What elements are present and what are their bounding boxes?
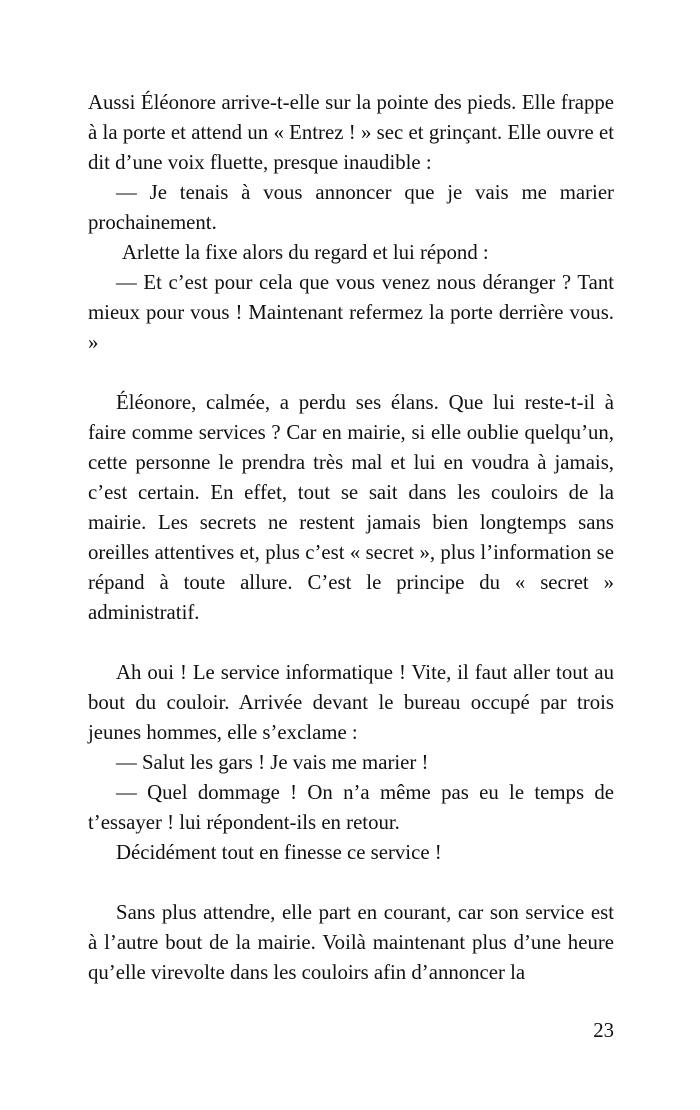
page-number: 23 [593,1019,614,1042]
paragraph-9: Décidément tout en finesse ce service ! [116,841,442,864]
paragraph-2: — Je tenais à vous annoncer que je vais me marier prochainement. [88,181,614,234]
paragraph-6: Ah oui ! Le service informatique ! Vite, il faut aller tout au bout du couloir. Arrivée devant le bureau occupé par trois jeunes hommes, elle s’exclame : [88,661,614,744]
paragraph-1: Aussi Éléonore arrive-t-elle sur la pointe des pieds. Elle frappe à la porte et attend un « Entrez ! » sec et grinçant. Elle ouvre et dit d’une voix fluette, presque inaudible : [88,91,614,174]
paragraph-4: — Et c’est pour cela que vous venez nous déranger ? Tant mieux pour vous ! Maintenant refermez la porte derrière vous. » [88,271,614,354]
body-text [88,88,614,988]
paragraph-8: — Quel dommage ! On n’a même pas eu le temps de t’essayer ! lui répondent-ils en retour. [88,781,614,834]
paragraph-10: Sans plus attendre, elle part en courant, car son service est à l’autre bout de la mairie. Voilà maintenant plus d’une heure qu’elle virevolte dans les couloirs afin d’annoncer la [88,901,614,984]
paragraph-7: — Salut les gars ! Je vais me marier ! [116,751,429,774]
paragraph-5: Éléonore, calmée, a perdu ses élans. Que lui reste-t-il à faire comme services ? Car en mairie, si elle oublie quelqu’un, cette personne le prendra très mal et lui en voudra à jamais, c’est certain. En effet, tout se sait dans les couloirs de la mairie. Les secrets ne restent jamais bien longtemps sans oreilles attentives et, plus c’est « secret », plus l’information se répand à toute allure. C’est le principe du « secret » administratif. [88,391,614,624]
paragraph-3: Arlette la fixe alors du regard et lui répond : [122,241,489,264]
